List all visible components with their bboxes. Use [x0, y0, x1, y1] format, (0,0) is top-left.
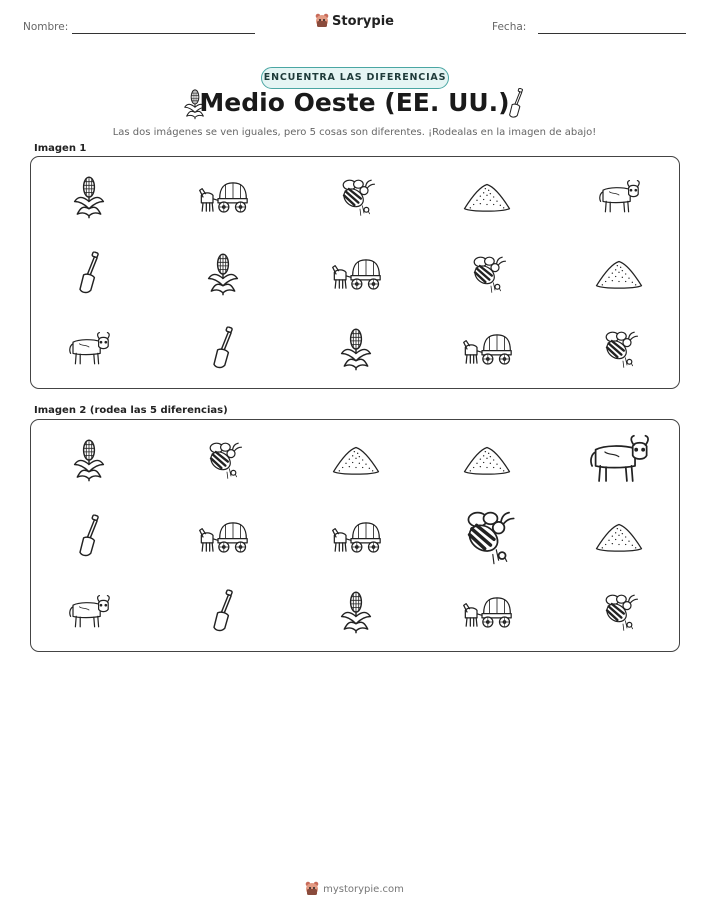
bull-icon: [65, 330, 113, 368]
image2-cell[interactable]: [168, 502, 278, 572]
shovel-icon: [71, 251, 107, 297]
covered-wagon-icon: [462, 595, 512, 629]
image1-cell: [301, 314, 411, 384]
bull-icon: [65, 593, 113, 631]
image2-cell[interactable]: [432, 425, 542, 495]
image2-cell[interactable]: [301, 577, 411, 647]
image1-cell: [168, 162, 278, 232]
image1-cell: [301, 239, 411, 309]
image1-cell: [564, 239, 674, 309]
image1-cell: [432, 239, 542, 309]
image1-cell: [432, 314, 542, 384]
covered-wagon-icon: [198, 520, 248, 554]
sand-pile-icon: [594, 520, 644, 554]
bee-icon: [599, 592, 639, 632]
activity-badge: ENCUENTRA LAS DIFERENCIAS: [261, 67, 449, 89]
image1-cell: [432, 162, 542, 232]
corn-icon: [205, 251, 241, 297]
image2-cell[interactable]: [564, 425, 674, 495]
page-title: Medio Oeste (EE. UU.): [199, 88, 510, 117]
image2-cell[interactable]: [301, 425, 411, 495]
image1-cell: [168, 239, 278, 309]
image1-cell: [34, 314, 144, 384]
covered-wagon-icon: [462, 332, 512, 366]
bee-icon: [336, 177, 376, 217]
sand-pile-icon: [594, 257, 644, 291]
image2-cell[interactable]: [34, 577, 144, 647]
image1-cell: [564, 314, 674, 384]
instructions: Las dos imágenes se ven iguales, pero 5 cosas son diferentes. ¡Rodealas en la imagen de abajo!: [112, 127, 597, 138]
bee-icon: [458, 508, 516, 566]
brand-name: Storypie: [332, 14, 394, 29]
shovel-icon: [205, 326, 241, 372]
name-label: Nombre:: [23, 21, 69, 33]
title-shovel-icon: [501, 88, 531, 120]
covered-wagon-icon: [331, 257, 381, 291]
shovel-icon: [205, 589, 241, 635]
brand: [0, 13, 709, 32]
image1-cell: [34, 162, 144, 232]
image1-cell: [34, 239, 144, 309]
image2-cell[interactable]: [432, 577, 542, 647]
bull-icon: [595, 178, 643, 216]
image1-cell: [168, 314, 278, 384]
image2-cell[interactable]: [34, 425, 144, 495]
sand-pile-icon: [462, 180, 512, 214]
image2-cell[interactable]: [301, 502, 411, 572]
sand-pile-icon: [462, 443, 512, 477]
name-line[interactable]: [72, 33, 255, 34]
image2-cell[interactable]: [432, 502, 542, 572]
bull-icon: [584, 432, 654, 487]
shovel-icon: [71, 514, 107, 560]
corn-icon: [338, 326, 374, 372]
image2-label: Imagen 2 (rodea las 5 diferencias): [34, 405, 228, 416]
image1-cell: [301, 162, 411, 232]
image1-label: Imagen 1: [34, 143, 87, 154]
date-line[interactable]: [538, 33, 686, 34]
image2-cell[interactable]: [34, 502, 144, 572]
image2-panel[interactable]: [30, 419, 680, 652]
sand-pile-icon: [331, 443, 381, 477]
corn-icon: [71, 174, 107, 220]
storypie-logo-icon: [315, 13, 329, 32]
image1-panel: [30, 156, 680, 389]
image2-cell[interactable]: [564, 577, 674, 647]
bee-icon: [599, 329, 639, 369]
footer-url[interactable]: mystorypie.com: [323, 884, 404, 895]
image2-cell[interactable]: [564, 502, 674, 572]
bee-icon: [467, 254, 507, 294]
corn-icon: [338, 589, 374, 635]
covered-wagon-icon: [331, 520, 381, 554]
footer: [0, 881, 709, 899]
image1-cell: [564, 162, 674, 232]
image2-cell[interactable]: [168, 425, 278, 495]
covered-wagon-icon: [198, 180, 248, 214]
footer-logo-icon: [305, 881, 319, 899]
corn-icon: [71, 437, 107, 483]
date-label: Fecha:: [492, 21, 527, 33]
bee-icon: [203, 440, 243, 480]
image2-cell[interactable]: [168, 577, 278, 647]
